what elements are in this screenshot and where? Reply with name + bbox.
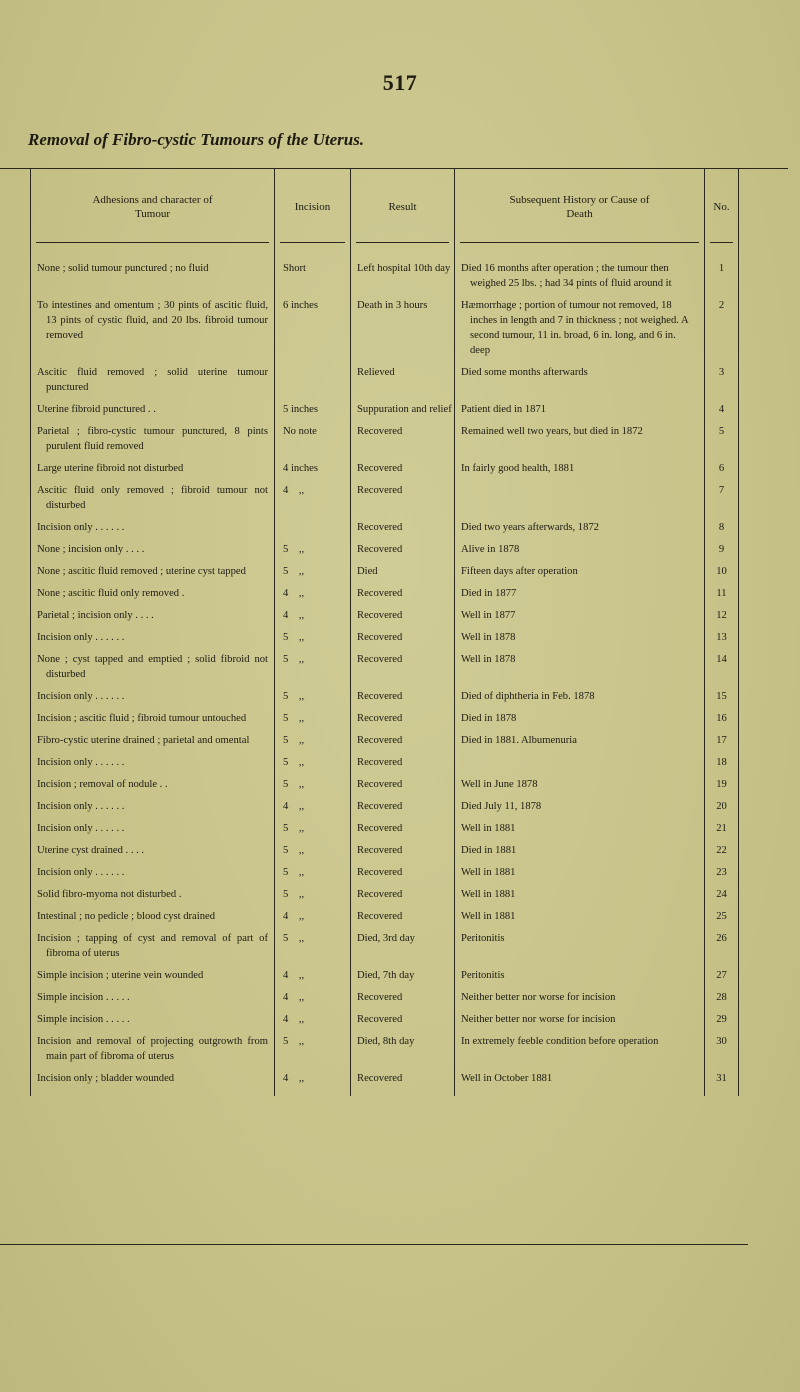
table-row: [31, 773, 739, 795]
cell-result: Relieved: [351, 361, 455, 398]
cases-table: [30, 169, 739, 1096]
cell-history: [455, 817, 705, 839]
cell-incision: [275, 516, 351, 538]
cell-number: 13: [705, 626, 739, 648]
cell-incision: 5 ,,: [275, 773, 351, 795]
cell-number: 7: [705, 479, 739, 516]
cell-result: Recovered: [351, 604, 455, 626]
cell-adhesions: [31, 361, 275, 398]
cell-number: 22: [705, 839, 739, 861]
cell-adhesions: [31, 729, 275, 751]
cell-adhesions-text: None ; solid tumour punctured ; no fluid: [37, 263, 209, 274]
cell-incision: 5 ,,: [275, 839, 351, 861]
cell-adhesions: [31, 1030, 275, 1067]
cell-result: Recovered: [351, 538, 455, 560]
cell-adhesions-text: Incision and removal of projecting outgrowth from main part of fibroma of uterus: [37, 1036, 268, 1062]
cell-adhesions-text: None ; cyst tapped and emptied ; solid fibroid not disturbed: [37, 654, 268, 680]
cell-adhesions: [31, 538, 275, 560]
cell-history-text: Peritonitis: [461, 933, 505, 944]
cell-result: Recovered: [351, 839, 455, 861]
cell-result: Suppuration and relief: [351, 398, 455, 420]
cell-adhesions-text: Simple incision ; uterine vein wounded: [37, 970, 204, 981]
cell-history: [455, 294, 705, 361]
cell-history: [455, 883, 705, 905]
cell-incision: 5 ,,: [275, 538, 351, 560]
cell-history-text: Died in 1881. Albumenuria: [461, 735, 577, 746]
cell-result: Recovered: [351, 685, 455, 707]
cell-history-text: In extremely feeble condition before operation: [461, 1036, 659, 1047]
cell-history: [455, 648, 705, 685]
table-row: [31, 398, 739, 420]
cell-history-text: In fairly good health, 1881: [461, 463, 575, 474]
cell-history: [455, 839, 705, 861]
cell-history-text: Died 16 months after operation ; the tumour then weighed 25 lbs. ; had 34 pints of fluid around it: [461, 263, 672, 289]
cell-history-text: Died of diphtheria in Feb. 1878: [461, 691, 595, 702]
cell-result: Left hospital 10th day: [351, 245, 455, 294]
cell-incision: 4 ,,: [275, 964, 351, 986]
cell-adhesions: [31, 905, 275, 927]
cell-history: [455, 604, 705, 626]
cell-number: 29: [705, 1008, 739, 1030]
cell-history-text: Hæmorrhage ; portion of tumour not removed, 18 inches in length and 7 in thickness ; not weighed. A second tumour, 11 in. broad, 6 in. long, and 6 in. deep: [461, 300, 689, 356]
table-row: [31, 560, 739, 582]
cell-adhesions: [31, 927, 275, 964]
table-row: [31, 457, 739, 479]
cell-adhesions-text: None ; ascitic fluid removed ; uterine cyst tapped: [37, 566, 246, 577]
table-row: [31, 604, 739, 626]
cell-adhesions-text: Incision ; removal of nodule . .: [37, 779, 168, 790]
cell-history-text: Peritonitis: [461, 970, 505, 981]
cell-history: [455, 245, 705, 294]
cell-adhesions: [31, 707, 275, 729]
bottom-rule: [0, 1244, 748, 1245]
cell-incision: 4 inches: [275, 457, 351, 479]
cell-history-text: Well in 1878: [461, 654, 516, 665]
cell-history-text: Well in October 1881: [461, 1073, 553, 1084]
cell-incision: 5 ,,: [275, 707, 351, 729]
cell-history: [455, 795, 705, 817]
cell-adhesions: [31, 839, 275, 861]
cell-adhesions: [31, 582, 275, 604]
cell-incision: 5 ,,: [275, 685, 351, 707]
cell-history-text: Well in 1881: [461, 867, 516, 878]
cell-number: 2: [705, 294, 739, 361]
cell-result: Recovered: [351, 648, 455, 685]
cell-incision: 5 ,,: [275, 927, 351, 964]
cell-adhesions: [31, 516, 275, 538]
cell-adhesions-text: Incision only . . . . . .: [37, 691, 125, 702]
cell-adhesions: [31, 457, 275, 479]
cell-history: [455, 626, 705, 648]
table-row: [31, 1030, 739, 1067]
cell-adhesions-text: Incision ; ascitic fluid ; fibroid tumour untouched: [37, 713, 247, 724]
cell-incision: 5 ,,: [275, 861, 351, 883]
cell-number: 18: [705, 751, 739, 773]
cell-adhesions-text: To intestines and omentum ; 30 pints of ascitic fluid, 13 pints of cystic fluid, and 20 lbs. fibroid tumour removed: [37, 300, 268, 341]
cell-adhesions: [31, 294, 275, 361]
cell-number: 21: [705, 817, 739, 839]
cell-history-text: Remained well two years, but died in 1872: [461, 426, 643, 437]
cell-incision: Short: [275, 245, 351, 294]
cell-number: 3: [705, 361, 739, 398]
cell-number: 11: [705, 582, 739, 604]
cell-result: Recovered: [351, 420, 455, 457]
cell-adhesions: [31, 883, 275, 905]
cell-history-text: Died some months afterwards: [461, 367, 588, 378]
table-container: [0, 168, 788, 1096]
cell-adhesions: [31, 986, 275, 1008]
cell-adhesions: [31, 398, 275, 420]
header-adhesions: [31, 169, 275, 245]
cell-history-text: Well in 1881: [461, 889, 516, 900]
cell-adhesions: [31, 1067, 275, 1096]
header-history: [455, 169, 705, 245]
cell-adhesions-text: Uterine fibroid punctured . .: [37, 404, 156, 415]
cell-number: 28: [705, 986, 739, 1008]
table-row: [31, 817, 739, 839]
table-row: [31, 964, 739, 986]
cell-incision: 4 ,,: [275, 795, 351, 817]
cell-history: [455, 685, 705, 707]
table-row: [31, 245, 739, 294]
cell-adhesions-text: None ; incision only . . . .: [37, 544, 145, 555]
cell-history: [455, 361, 705, 398]
cell-history-text: Died two years afterwards, 1872: [461, 522, 599, 533]
cell-history: [455, 773, 705, 795]
cell-history: [455, 986, 705, 1008]
cell-result: Recovered: [351, 861, 455, 883]
table-row: [31, 883, 739, 905]
cell-history: [455, 964, 705, 986]
cell-result: Recovered: [351, 479, 455, 516]
cell-number: 31: [705, 1067, 739, 1096]
cell-adhesions-text: Intestinal ; no pedicle ; blood cyst drained: [37, 911, 215, 922]
cell-adhesions-text: Incision only . . . . . .: [37, 867, 125, 878]
table-row: [31, 905, 739, 927]
table-row: [31, 861, 739, 883]
cell-history-text: Died in 1878: [461, 713, 517, 724]
cell-number: 12: [705, 604, 739, 626]
cell-history-text: Alive in 1878: [461, 544, 520, 555]
table-row: [31, 648, 739, 685]
cell-number: 15: [705, 685, 739, 707]
cell-number: 20: [705, 795, 739, 817]
table-row: [31, 729, 739, 751]
cell-history-text: Fifteen days after operation: [461, 566, 578, 577]
cell-incision: 4 ,,: [275, 986, 351, 1008]
cell-adhesions: [31, 604, 275, 626]
cell-adhesions: [31, 964, 275, 986]
cell-number: 23: [705, 861, 739, 883]
cell-number: 19: [705, 773, 739, 795]
cell-history: [455, 861, 705, 883]
header-no: No.: [705, 169, 739, 245]
cell-result: Died, 8th day: [351, 1030, 455, 1067]
cell-history: [455, 1067, 705, 1096]
cell-number: 27: [705, 964, 739, 986]
cell-adhesions-text: Incision only . . . . . .: [37, 522, 125, 533]
cell-history: [455, 516, 705, 538]
cell-incision: 5 ,,: [275, 648, 351, 685]
cell-number: 26: [705, 927, 739, 964]
table-row: [31, 839, 739, 861]
cell-incision: 4 ,,: [275, 1008, 351, 1030]
cell-adhesions-text: Incision only . . . . . .: [37, 632, 125, 643]
cell-history-text: Well in 1881: [461, 823, 516, 834]
cell-incision: [275, 361, 351, 398]
cell-adhesions-text: Simple incision . . . . .: [37, 1014, 130, 1025]
cell-history-text: Died in 1881: [461, 845, 517, 856]
cell-adhesions-text: Large uterine fibroid not disturbed: [37, 463, 184, 474]
cell-adhesions: [31, 420, 275, 457]
cell-history-text: Died July 11, 1878: [461, 801, 542, 812]
table-row: [31, 685, 739, 707]
cell-adhesions-text: Incision only ; bladder wounded: [37, 1073, 175, 1084]
cell-number: 1: [705, 245, 739, 294]
cell-result: Recovered: [351, 883, 455, 905]
table-row: [31, 1008, 739, 1030]
cell-incision: 5 ,,: [275, 751, 351, 773]
table-row: [31, 582, 739, 604]
cell-number: 10: [705, 560, 739, 582]
header-result: Result: [351, 169, 455, 245]
cell-history: [455, 479, 705, 516]
cell-result: Recovered: [351, 582, 455, 604]
table-row: [31, 361, 739, 398]
cell-history: [455, 1030, 705, 1067]
cell-adhesions-text: Parietal ; fibro-cystic tumour punctured, 8 pints purulent fluid removed: [37, 426, 268, 452]
cell-result: Recovered: [351, 516, 455, 538]
cell-adhesions: [31, 773, 275, 795]
cell-result: Recovered: [351, 905, 455, 927]
cell-adhesions: [31, 795, 275, 817]
cell-adhesions-text: Simple incision . . . . .: [37, 992, 130, 1003]
cell-number: 4: [705, 398, 739, 420]
cell-number: 17: [705, 729, 739, 751]
cell-history: [455, 398, 705, 420]
cell-adhesions: [31, 560, 275, 582]
cell-incision: 5 ,,: [275, 1030, 351, 1067]
cell-adhesions-text: Parietal ; incision only . . . .: [37, 610, 154, 621]
table-row: [31, 420, 739, 457]
table-row: [31, 986, 739, 1008]
cell-history-text: Died in 1877: [461, 588, 517, 599]
header-adhesions-label: Adhesions and character of Tumour: [92, 194, 213, 220]
page-title: Removal of Fibro-cystic Tumours of the Uterus.: [28, 130, 365, 149]
cell-incision: 5 ,,: [275, 729, 351, 751]
cell-adhesions: [31, 648, 275, 685]
cell-number: 14: [705, 648, 739, 685]
table-body: [31, 245, 739, 1096]
cell-result: Recovered: [351, 751, 455, 773]
cell-history-text: Neither better nor worse for incision: [461, 1014, 616, 1025]
cell-result: Recovered: [351, 986, 455, 1008]
cell-history-text: Patient died in 1871: [461, 404, 547, 415]
table-row: [31, 538, 739, 560]
cell-incision: 4 ,,: [275, 1067, 351, 1096]
cell-adhesions: [31, 861, 275, 883]
cell-incision: 6 inches: [275, 294, 351, 361]
cell-number: 30: [705, 1030, 739, 1067]
cell-adhesions-text: Uterine cyst drained . . . .: [37, 845, 145, 856]
cell-result: Recovered: [351, 457, 455, 479]
cell-adhesions-text: Incision only . . . . . .: [37, 823, 125, 834]
cell-result: Recovered: [351, 1008, 455, 1030]
table-row: [31, 294, 739, 361]
cell-adhesions: [31, 245, 275, 294]
cell-adhesions-text: Ascitic fluid only removed ; fibroid tumour not disturbed: [37, 485, 268, 511]
cell-number: 16: [705, 707, 739, 729]
cell-number: 5: [705, 420, 739, 457]
header-incision: Incision: [275, 169, 351, 245]
cell-adhesions: [31, 817, 275, 839]
cell-incision: 4 ,,: [275, 582, 351, 604]
cell-history-text: Well in 1881: [461, 911, 516, 922]
table-row: [31, 795, 739, 817]
cell-adhesions-text: Incision ; tapping of cyst and removal of part of fibroma of uterus: [37, 933, 268, 959]
cell-number: 25: [705, 905, 739, 927]
cell-result: Recovered: [351, 817, 455, 839]
cell-number: 6: [705, 457, 739, 479]
cell-incision: 4 ,,: [275, 604, 351, 626]
cell-history-text: Well in 1878: [461, 632, 516, 643]
table-row: [31, 626, 739, 648]
cell-result: Died: [351, 560, 455, 582]
cell-result: Recovered: [351, 626, 455, 648]
cell-result: Death in 3 hours: [351, 294, 455, 361]
cell-incision: 5 ,,: [275, 817, 351, 839]
cell-number: 24: [705, 883, 739, 905]
cell-history: [455, 707, 705, 729]
cell-result: Recovered: [351, 1067, 455, 1096]
cell-result: Died, 7th day: [351, 964, 455, 986]
cell-incision: 5 inches: [275, 398, 351, 420]
cell-history-text: Neither better nor worse for incision: [461, 992, 616, 1003]
cell-adhesions: [31, 685, 275, 707]
cell-history-text: Well in 1877: [461, 610, 516, 621]
cell-number: 8: [705, 516, 739, 538]
cell-incision: 4 ,,: [275, 905, 351, 927]
cell-result: Recovered: [351, 707, 455, 729]
cell-history: [455, 457, 705, 479]
cell-history: [455, 1008, 705, 1030]
cell-adhesions-text: None ; ascitic fluid only removed .: [37, 588, 185, 599]
cell-history: [455, 560, 705, 582]
cell-adhesions: [31, 479, 275, 516]
cell-history: [455, 420, 705, 457]
cell-incision: 4 ,,: [275, 479, 351, 516]
cell-history: [455, 905, 705, 927]
cell-result: Recovered: [351, 795, 455, 817]
table-row: [31, 1067, 739, 1096]
cell-adhesions: [31, 1008, 275, 1030]
cell-adhesions-text: Incision only . . . . . .: [37, 757, 125, 768]
cell-adhesions: [31, 751, 275, 773]
cell-history: [455, 582, 705, 604]
cell-result: Died, 3rd day: [351, 927, 455, 964]
table-row: [31, 479, 739, 516]
cell-result: Recovered: [351, 729, 455, 751]
table-row: [31, 927, 739, 964]
cell-adhesions: [31, 626, 275, 648]
cell-history: [455, 927, 705, 964]
cell-adhesions-text: Ascitic fluid removed ; solid uterine tumour punctured: [37, 367, 268, 393]
page-number: 517: [382, 70, 418, 95]
header-history-label: Subsequent History or Cause of Death: [509, 194, 650, 220]
cell-adhesions-text: Incision only . . . . . .: [37, 801, 125, 812]
cell-adhesions-text: Fibro-cystic uterine drained ; parietal and omental: [37, 735, 250, 746]
cell-incision: 5 ,,: [275, 560, 351, 582]
cell-incision: 5 ,,: [275, 883, 351, 905]
table-row: [31, 751, 739, 773]
cell-result: Recovered: [351, 773, 455, 795]
cell-history-text: Well in June 1878: [461, 779, 538, 790]
cell-history: [455, 729, 705, 751]
cell-number: 9: [705, 538, 739, 560]
table-header-row: [31, 169, 739, 245]
table-row: [31, 707, 739, 729]
cell-adhesions-text: Solid fibro-myoma not disturbed .: [37, 889, 182, 900]
cell-history: [455, 538, 705, 560]
cell-incision: No note: [275, 420, 351, 457]
cell-history: [455, 751, 705, 773]
table-row: [31, 516, 739, 538]
cell-incision: 5 ,,: [275, 626, 351, 648]
